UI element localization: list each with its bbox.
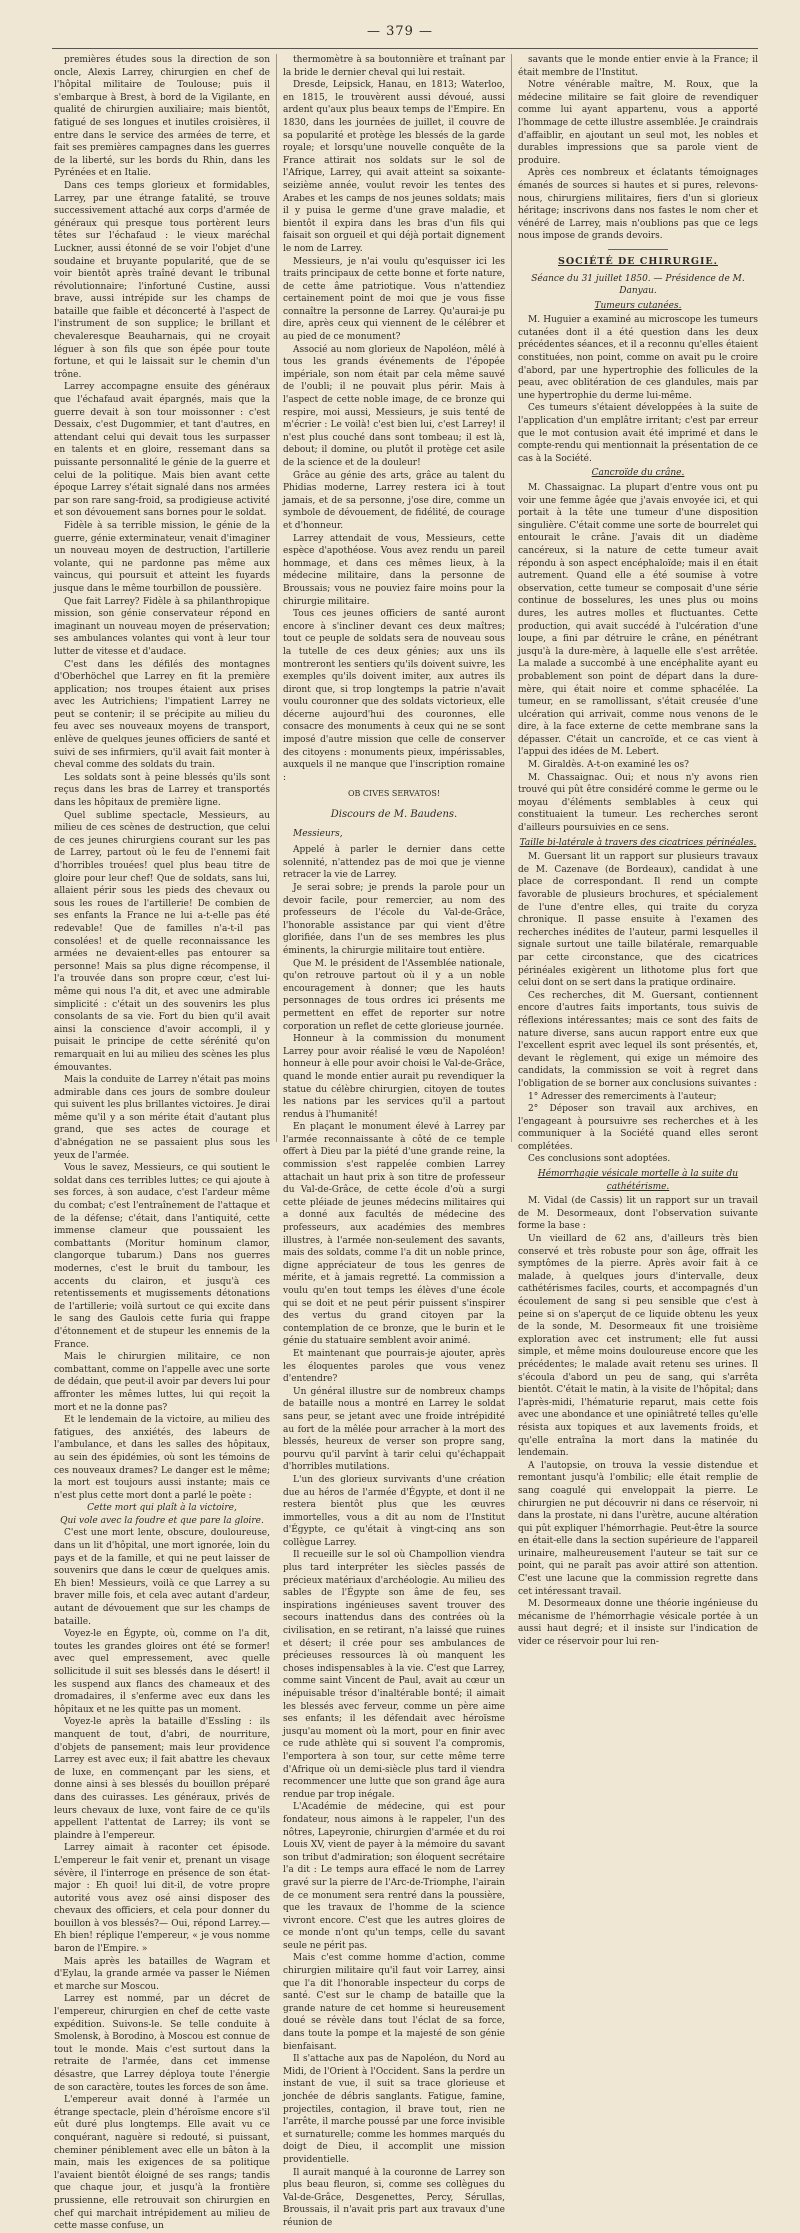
header-rule: [52, 48, 758, 49]
paragraph: Et maintenant que pourrais-je ajouter, après les éloquentes paroles que vous venez d'entendre?: [283, 1348, 505, 1385]
paragraph: Je serai sobre; je prends la parole pour un devoir facile, pour remercier, au nom des professeurs de l'école du Val-de-Grâce, l'honorable assistance par qui vient d'être glorifiée, dans l'un de ses membres les plus éminents, la chirurgie militaire tout entière.: [283, 883, 505, 956]
paragraph: Mais c'est comme homme d'action, comme chirurgien militaire qu'il faut voir Larrey, ainsi que l'a dit l'honorable inspecteur du corps de santé. C'est sur le champ de bataille que la grande nature de cet homme si heureusement doué se révèle dans tout l'éclat de sa force, dans toute la pompe et la majesté de son génie bienfaisant.: [283, 1953, 505, 2052]
paragraph: Que M. le président de l'Assemblée nationale, qu'on retrouve partout où il y a un noble encouragement à donner; que les hauts personnages de tous ordres ici présents me permettent en effet de reporter sur notre corporation un reflet de cette glorieuse journée.: [283, 958, 505, 1032]
paragraph: Appelé à parler le dernier dans cette solennité, n'attendez pas de moi que je vienne retracer la vie de Larrey.: [283, 845, 505, 881]
paragraph: En plaçant le monument élevé à Larrey par l'armée reconnaissante à côté de ce temple offert à Dieu par la piété d'une grande reine, la commission s'est rappelée combien Larrey attachait un haut prix à son titre de professeur du Val-de-Grâce, de cette école d'où a surgi cette pléiade de jeunes médecins militaires qui a donné aux facultés de médecine des professeurs, aux académies des membres illustres, à l'armée non-seulement des savants, mais des soldats, comme l'a dit un noble prince, digne appréciateur de tous les genres de mérite, et à jamais regretté. La commission a voulu qu'en tout temps les élèves d'une école qui se doit et ne peut périr puissent s'inspirer des vertus du grand citoyen par la contemplation de ce bronze, que le burin et le génie du statuaire semblent avoir animé.: [283, 1122, 505, 1347]
paragraph: thermomètre à sa boutonnière et traînant par la bride le dernier cheval qui lui restait.: [283, 55, 505, 78]
paragraph: Larrey attendait de vous, Messieurs, cette espèce d'apothéose. Vous avez rendu un pareil hommage, et dans ces mêmes lieux, à la médecine militaire, dans la personne de Broussais; vous ne pouviez faire moins pour la chirurgie militaire.: [283, 533, 505, 607]
paragraph: L'un des glorieux survivants d'une création due au héros de l'armée d'Égypte, et dont il ne restera bientôt plus que les œuvres immortelles, vous a dit au nom de l'Institut d'Égypte, ce qu'était à vingt-cinq ans son collègue Larrey.: [283, 1474, 505, 1548]
section-heading: Tumeurs cutanées.: [594, 300, 682, 311]
paragraph: Mais après les batailles de Wagram et d'Eylau, la grande armée va passer le Niémen et marche sur Moscou.: [54, 1956, 270, 1992]
paragraph: Grâce au génie des arts, grâce au talent du Phidias moderne, Larrey restera ici à tout jamais, et de sa personne, j'ose dire, comme un symbole de dévouement, de fidélité, de courage et d'honneur.: [283, 470, 505, 531]
paragraph: Honneur à la commission du monument Larrey pour avoir réalisé le vœu de Napoléon! honneur à elle pour avoir choisi le Val-de-Grâce, quand le monde entier aurait pu revendiquer la statue du célèbre chirurgien, citoyen de toutes les nations par les services qu'il a partout rendus à l'humanité!: [283, 1034, 505, 1120]
section-heading: Hémorrhagie vésicale mortelle à la suite du cathétérisme.: [537, 1169, 739, 1192]
paragraph: Les soldats sont à peine blessés qu'ils sont reçus dans les bras de Larrey et transportés dans les hôpitaux de première ligne.: [54, 772, 270, 809]
paragraph: Mais la conduite de Larrey n'était pas moins admirable dans ces jours de sombre douleur qui suivent les plus brillantes victoires. Je dirai même qu'il y a son mérite était d'autant plus grand, que ses actes de courage et d'abnégation ne se passaient plus sous les yeux de l'armée.: [54, 1075, 270, 1161]
column-divider: [511, 54, 512, 1142]
paragraph: M. Guersant lit un rapport sur plusieurs travaux de M. Cazenave (de Bordeaux), candidat à une place de correspondant. Il rend un compte favorable de plusieurs brochures, et spécialement de l'une d'entre elles, qui traite du coryza chronique. Il passe ensuite à l'examen des recherches inédites de l'auteur, parmi lesquelles il signale surtout une taille bilatérale, remarquable par cette circonstance, que des cicatrices périnéales exigèrent un lithotome plus fort que celui dont on se sert dans la pratique ordinaire.: [518, 852, 758, 989]
paragraph: Discours de M. Baudens.: [330, 809, 458, 821]
paragraph: Fidèle à sa terrible mission, le génie de la guerre, génie exterminateur, venait d'imaginer un nouveau moyen de destruction, l'artillerie volante, qui ne pardonne pas même aux vaincus, qui poursuit et atteint les fuyards jusque dans le même tourbillon de poussière.: [54, 520, 270, 594]
paragraph: Associé au nom glorieux de Napoléon, mêlé à tous les grands événements de l'épopée impériale, son nom était par cela même sauvé de l'oubli; il ne pouvait plus périr. Mais à l'aspect de cette noble image, de ce bronze qui respire, moi aussi, Messieurs, je suis tenté de m'écrier : Le voilà! c'est bien lui, c'est Larrey! il n'est plus couché dans sont tombeau; il est là, debout; il domine, ou plutôt il protège cet asile de la science et de la douleur!: [283, 344, 505, 468]
paragraph: A l'autopsie, on trouva la vessie distendue et remontant jusqu'à l'ombilic; elle était remplie de sang coagulé qui enveloppait la pierre. Le chirurgien ne put découvrir ni dans ce réservoir, ni dans la prostate, ni dans l'urètre, aucune altération qui pût expliquer l'hémorrhagie. Peut-être la source en était-elle dans la section supérieure de l'appareil urinaire, malheureusement l'auteur se tait sur ce point, qui ne paraît pas avoir attiré son attention. C'est une lacune que la commission regrette dans cet intéressant travail.: [518, 1460, 758, 1597]
paragraph: L'Académie de médecine, qui est pour fondateur, nous aimons à le rappeler, l'un des nôtres, Lapeyronie, chirurgien d'armée et du roi Louis XV, vient de payer à la mémoire du savant son tribut d'admiration; son éloquent secrétaire l'a dit : Le temps aura effacé le nom de Larrey gravé sur la pierre de l'Arc-de-Triomphe, l'airain de ce monument sera rentré dans la poussière, que les travaux de l'homme de la science vivront encore. C'est que les autres gloires de ce monde n'ont qu'un temps, celle du savant seule ne périt pas.: [283, 1802, 505, 1951]
paragraph: Larrey aimait à raconter cet épisode. L'empereur le fait venir et, prenant un visage sévère, il l'interroge en présence de son état-major : Eh quoi! lui dit-il, de votre propre autorité vous avez osé ainsi disposer des chevaux des officiers, et cela pour donner du bouillon à vos blessés?— Oui, répond Larrey.— Eh bien! réplique l'empereur, « je vous nomme baron de l'Empire. »: [54, 1843, 270, 1955]
paragraph: Dresde, Leipsick, Hanau, en 1813; Waterloo, en 1815, le trouvèrent aussi dévoué, aussi ardent qu'aux plus beaux temps de l'Empire. En 1830, dans les journées de juillet, il couvre de sa popularité et protège les blessés de la garde royale; et lorsqu'une nouvelle conquête de la France attirait nos soldats sur le sol de l'Afrique, Larrey, qui avait atteint sa soixante-seizième année, voulut revoir les tentes des Arabes et les camps de nos jeunes soldats; mais il y puisa le germe d'une grave maladie, et bientôt il expira dans les bras d'un fils qui faisait son orgueil et qui déjà portait dignement le nom de Larrey.: [283, 80, 505, 254]
society-sections: [518, 300, 758, 1649]
page-number: — 379 —: [366, 24, 434, 39]
paragraph: Messieurs,: [293, 828, 343, 839]
paragraph: Qui vole avec la foudre et que pare la gloire.: [60, 1515, 264, 1526]
paragraph: premières études sous la direction de son oncle, Alexis Larrey, chirurgien en chef de l'hôpital militaire de Toulouse; puis il s'embarque à Brest, à bord de la Vigilante, en qualité de chirurgien auxiliaire; mais bientôt, fatigué de ses longues et inutiles croisières, il entre dans le service des armées de terre, et fait ses premières campagnes dans les guerres de la liberté, sur les bords du Rhin, dans les Pyrénées et en Italie.: [54, 55, 270, 179]
paragraph: L'empereur avait donné à l'armée un étrange spectacle, plein d'héroïsme encore s'il eût duré plus longtemps. Elle avait vu ce conquérant, naguère si redouté, si puissant, cheminer péniblement avec elle un bâton à la main, mais les exigences de sa politique l'avaient bientôt éloigné de ses rangs; tandis que chaque jour, et jusqu'à la frontière prussienne, elle retrouvait son chirurgien en chef qui marchait intrépidement au milieu de cette masse confuse, un: [54, 2095, 270, 2232]
paragraph: C'est dans les défilés des montagnes d'Oberhöchel que Larrey en fit la première application; nos troupes étaient aux prises avec les Autrichiens; l'impatient Larrey ne peut se contenir; il se précipite au milieu du feu avec ses nouveaux moyens de transport, enlève de quelques jeunes officiers de santé et suivi de ses infirmiers, qu'il avait fait monter à cheval comme des soldats du train.: [54, 659, 270, 771]
society-title: SOCIÉTÉ DE CHIRURGIE.: [558, 255, 718, 267]
paragraph: M. Chassaignac. Oui; et nous n'y avons rien trouvé qui pût être considéré comme le germe ou le moyau d'éléments semblables à ceux qui constituaient la tumeur. Les recherches seront d'ailleurs poursuivies en ce sens.: [518, 772, 758, 834]
seance-line: Séance du 31 juillet 1850. — Présidence de M. Danyau.: [531, 273, 745, 297]
column-divider: [276, 54, 277, 1142]
paragraph: Il recueille sur le sol où Champollion viendra plus tard interpréter les siècles passés de précieux matériaux d'archéologie. Au milieu des sables de l'Égypte son âme de feu, ses inspirations ingénieuses savent trouver des secours inattendus dans des contrées où la civilisation, en se retirant, n'a laissé que ruines et désert; il crée pour ses ambulances de précieuses ressources là où manquent les choses indispensables à la vie. C'est que Larrey, comme saint Vincent de Paul, avait au cœur un inépuisable trésor d'inaltérable bonté; il aimait les blessés avec ferveur, comme un père aime ses enfants; il les défendait avec héroïsme jusqu'au moment où la mort, pour en finir avec ce rude athlète qui si souvent l'a compromis, l'emportera à son tour, sur cette même terre d'Afrique où un demi-siècle plus tard il viendra recommencer une lutte que son grand âge aura rendue par trop inégale.: [283, 1550, 505, 1800]
paragraph: Vous le savez, Messieurs, ce qui soutient le soldat dans ces terribles luttes; ce qui ajoute à ses forces, à son audace, c'est l'ardeur même du combat; c'est l'entraînement de l'attaque et de la défense; c'était, dans l'antiquité, cette immense clameur que poussaient les combattants (Moritur hominum clamor, clangorque tubarum.) Dans nos guerres modernes, c'est le bruit du tambour, les accents du clairon, et jusqu'à ces retentissements et mugissements détonations de l'artillerie; voilà surtout ce qui excite dans le sang des Gaulois cette furia qui frappe d'étonnement et de stupeur les ennemis de la France.: [54, 1163, 270, 1350]
paragraph: Voyez-le en Égypte, où, comme on l'a dit, toutes les grandes gloires ont été se former! avec quel empressement, avec quelle sollicitude il suit ses blessés dans le désert! il les suspend aux flancs des chameaux et des dromadaires, il s'enferme avec eux dans les hôpitaux et ne les quitte pas un moment.: [54, 1629, 270, 1715]
paragraph: Voyez-le après la bataille d'Essling : ils manquent de tout, d'abri, de nourriture, d'objets de pansement; mais leur providence Larrey est avec eux; il fait abattre les chevaux de luxe, en commençant par les siens, et donne ainsi à ses blessés du bouillon préparé dans des cuirasses. Les généraux, privés de leurs chevaux de luxe, vont faire de ce qu'ils appellent l'attentat de Larrey; ils vont se plaindre à l'empereur.: [54, 1717, 270, 1841]
paragraph: Dans ces temps glorieux et formidables, Larrey, par une étrange fatalité, se trouve successivement attaché aux corps d'armée de généraux qui presque tous portèrent leurs têtes sur l'échafaud : le vieux maréchal Luckner, aussi étonné de se voir l'objet d'une soudaine et bruyante popularité, que de se voir bientôt après traîné devant le tribunal révolutionnaire; l'infortuné Custine, aussi brave, aussi intrépide sur les champs de bataille que faible et déconcerté à l'aspect de l'instrument de son supplice; le brillant et chevaleresque Beauharnais, qui ne croyait léguer à son fils que son épée pour toute fortune, et qui le laissait sur le chemin d'un trône.: [54, 180, 270, 380]
paragraph: Un général illustre sur de nombreux champs de bataille nous a montré en Larrey le soldat sans peur, se jetant avec une froide intrépidité au fort de la mêlée pour arracher à la mort des blessés, heureux de verser son propre sang, pourvu qu'il parvînt à tarir celui qu'échappait d'horribles mutilations.: [283, 1386, 505, 1473]
paragraph: M. Vidal (de Cassis) lit un rapport sur un travail de M. Desormeaux, dont l'observation suivante forme la base :: [518, 1196, 758, 1232]
column-3: [518, 54, 758, 1648]
paragraph: Tous ces jeunes officiers de santé auront encore à s'incliner devant ces deux maîtres; tout ce peuple de soldats sera de nouveau sous la tutelle de ces deux génies; aux uns ils montreront les sentiers qu'ils doivent suivre, les exemples qu'ils doivent imiter, aux autres ils diront que, si trop longtemps la patrie n'avait voulu couronner que des soldats victorieux, elle décerne aujourd'hui des couronnes, elle consacre des monuments à ceux qui ne se sont imposé d'autre mission que celle de conserver des citoyens : monuments pieux, impérissables, auxquels il ne manque que l'inscription romaine :: [283, 609, 505, 783]
paragraph: M. Desormeaux donne une théorie ingénieuse du mécanisme de l'hémorrhagie vésicale portée à un aussi haut degré; et il insiste sur l'indication de vider ce réservoir pour lui ren-: [518, 1599, 758, 1648]
paragraph: Que fait Larrey? Fidèle à sa philanthropique mission, son génie conservateur répond en imaginant un nouveau moyen de préservation; ses ambulances volantes qui vont à leur tour lutter de vitesse et d'audace.: [54, 596, 270, 657]
section-heading: Cancroïde du crâne.: [591, 468, 685, 479]
paragraph: C'est une mort lente, obscure, douloureuse, dans un lit d'hôpital, une mort ignorée, loin du pays et de la famille, et qui ne peut laisser de souvenirs que dans le cœur de quelques amis. Eh bien! Messieurs, voilà ce que Larrey a su braver mille fois, et cela avec autant d'ardeur, autant de dévouement que sur les champs de bataille.: [54, 1528, 270, 1627]
paragraph: Il s'attache aux pas de Napoléon, du Nord au Midi, de l'Orient à l'Occident. Sans la perdre un instant de vue, il suit sa trace glorieuse et jonchée de débris sanglants. Fatigue, famine, projectiles, contagion, il brave tout, rien ne l'arrête, il marche poussé par une force invisible et surnaturelle; comme les hommes marqués du doigt de Dieu, il accomplit une mission providentielle.: [283, 2054, 506, 2165]
paragraph: Larrey est nommé, par un décret de l'empereur, chirurgien en chef de cette vaste expédition. Suivons-le. Se telle conduite à Smolensk, à Borodino, à Moscou est connue de tout le monde. Mais c'est surtout dans la retraite de l'armée, dans cet immense désastre, que Larrey déploya toute l'énergie de son caractère, toutes les forces de son âme.: [54, 1994, 270, 2093]
column-2: [283, 54, 506, 2228]
paragraph: Mais le chirurgien militaire, ce non combattant, comme on l'appelle avec une sorte de dédain, que peut-il avoir par devers lui pour affronter les mêmes luttes, lui qui reçoit la mort et ne la donne pas?: [54, 1352, 270, 1413]
paragraph: Après ces nombreux et éclatants témoignages émanés de sources si hautes et si pures, relevons-nous, chirurgiens militaires, fiers d'un si glorieux héritage; inscrivons dans nos fastes le nom cher et vénéré de Larrey, mais n'oublions pas que ce legs nous impose de grands devoirs.: [518, 168, 758, 242]
paragraph: Ces recherches, dit M. Guersant, contiennent encore d'autres faits importants, tous suivis de réflexions intéressantes; mais ce sont des faits de nature diverse, sans aucun rapport entre eux que l'excellent esprit avec lequel ils sont présentés, et, devant le règlement, qui exige un mémoire des candidats, la commission se voit à regret dans l'obligation de se borner aux conclusions suivantes :: [518, 990, 758, 1089]
column-3-continued-text: [518, 54, 758, 243]
section-heading: Taille bi-latérale à travers des cicatrices périnéales.: [519, 837, 757, 848]
paragraph: Un vieillard de 62 ans, d'ailleurs très bien conservé et très robuste pour son âge, offrait les symptômes de la pierre. Après avoir fait à ce malade, à quelques jours d'intervalle, deux cathétérismes faciles, courts, et accompagnés d'un écoulement de sang si peu sensible que c'est à peine si on s'aperçut de ce liquide obtenu les yeux de la sonde, M. Desormeaux fit une troisième exploration avec cet instrument; elle fut aussi simple, et même moins douloureuse encore que les précédentes; le malade avait retenu ses urines. Il s'écoula d'abord un peu de sang, qui s'arrêta bientôt. C'était le matin, à la visite de l'hôpital; dans l'après-midi, l'hématurie reparut, mais cette fois avec une abondance et une opiniâtreté telles qu'elle résista aux topiques et aux lavements froids, et qu'elle entraîna la mort dans la matinée du lendemain.: [518, 1234, 758, 1459]
section-divider: [608, 249, 668, 250]
paragraph: Ces conclusions sont adoptées.: [528, 1154, 671, 1165]
column-1: [54, 54, 270, 2232]
paragraph: Larrey accompagne ensuite des généraux que l'échafaud avait épargnés, mais que la guerre devait à son tour moissonner : c'est Dessaix, c'est Dugommier, et tant d'autres, en attendant celui qui devait tous les surpasser en talents et en gloire, ressemant dans sa puissante personnalité le génie de la guerre et celui de la politique. Mais bien avant cette époque Larrey s'était signalé dans nos armées par son rare sang-froid, sa prodigieuse activité et son dévouement sans bornes pour le soldat.: [54, 382, 270, 519]
paragraph: M. Giraldès. A-t-on examiné les os?: [528, 760, 689, 771]
paragraph: Et le lendemain de la victoire, au milieu des fatigues, des anxiétés, des labeurs de l'ambulance, et dans les salles des hôpitaux, au sein des épidémies, où sont les témoins de ces nouveaux drames? Le danger est le même; la mort est toujours aussi instante; mais ce n'est plus cette mort dont a parlé le poète :: [54, 1415, 270, 1501]
paragraph: Notre vénérable maître, M. Roux, que la médecine militaire se fait gloire de revendiquer comme lui ayant appartenu, vous a apporté l'hommage de cette illustre assemblée. Je craindrais d'affaiblir, en ajoutant un seul mot, les nobles et durables impressions que sa parole vient de produire.: [518, 80, 758, 166]
paragraph: savants que le monde entier envie à la France; il était membre de l'Institut.: [518, 55, 758, 78]
paragraph: Il aurait manqué à la couronne de Larrey son plus beau fleuron, si, comme ses collègues du Val-de-Grâce, Desgenettes, Percy, Sérullas, Broussais, il n'avait pris part aux travaux d'une réunion de: [283, 2167, 505, 2228]
paragraph: 1° Adresser des remerciments à l'auteur;: [528, 1091, 717, 1102]
paragraph: Ces tumeurs s'étaient développées à la suite de l'application d'un emplâtre irritant; c'est par erreur que le mot contusion avait été imprimé et dans le compte-rendu qui mentionnait la présentation de ce cas à la Société.: [518, 403, 758, 464]
paragraph: 2° Déposer son travail aux archives, en l'engageant à poursuivre ses recherches et à les communiquer à la Société quand elles seront complétées.: [518, 1104, 758, 1152]
paragraph: M. Chassaignac. La plupart d'entre vous ont pu voir une femme âgée que j'avais envoyée ici, et qui portait à la tête une tumeur d'une disposition singulière. C'était comme une sorte de bourrelet qui entourait le crâne. J'avais dit un diadème cancéreux, si la nature de cette tumeur avait répondu à son aspect encéphaloïde; mais il en était autrement. Quand elle a été soumise à votre observation, cette tumeur se composait d'une série continue de bosselures, les unes plus ou moins dures, les autres molles et fluctuantes. Cette production, qui avait succédé à l'ulcération d'une loupe, a fini par détruire le crâne, en pénétrant jusqu'à la dure-mère, à laquelle elle s'est arrêtée. La malade a succombé à une encéphalite ayant eu probablement son point de départ dans la dure-mère, qui était noire et comme sphacélée. La tumeur, en se ramollissant, s'était creusée d'une ulcération qui arrivait, comme nous venons de le dire, à la face externe de cette membrane sans la dépasser. C'était un cancroïde, et ce cas vient à l'appui des idées de M. Lebert.: [518, 483, 758, 758]
paragraph: M. Huguier a examiné au microscope les tumeurs cutanées dont il a été question dans les deux précédentes séances, et il a reconnu qu'elles étaient constituées, non point, comme on avait pu le croire d'abord, par une hypertrophie des follicules de la peau, avec oblitération de ces glandules, mais par une hypertrophie du derme lui-même.: [518, 315, 758, 401]
paragraph: OB CIVES SERVATOS!: [347, 789, 441, 799]
paragraph: Quel sublime spectacle, Messieurs, au milieu de ces scènes de destruction, que celui de ces jeunes chirurgiens courant sur les pas de Larrey, partout où le feu de l'ennemi fait d'horribles trouées! quel plus beau titre de gloire pour leur chef! Que de soldats, sans lui, allaient périr sous les pieds des chevaux ou sous les roues de l'artillerie! De combien de ses enfants la France ne lui a-t-elle pas été redevable! Que de familles n'a-t-il pas consolées! et de quelle reconnaissance les armées ne devaient-elles pas entourer sa personne! Mais sa plus digne récompense, il l'a trouvée dans son propre cœur, c'est lui-même qui nous l'a dit, et avec une admirable simplicité : c'était un des souvenirs les plus consolants de sa vie. Fort du bien qu'il avait ainsi la conscience d'avoir accompli, il y puisait le principe de cette sérénité qu'on remarquait en lui au milieu des scènes les plus émouvantes.: [54, 810, 270, 1073]
paragraph: Cette mort qui plaît à la victoire,: [87, 1503, 237, 1514]
paragraph: Messieurs, je n'ai voulu qu'esquisser ici les traits principaux de cette bonne et forte nature, de cette âme patriotique. Vous n'attendiez certainement point de moi que je vous fisse connaître la personne de Larrey. Qu'aurai-je pu dire, après ceux qui viennent de le célébrer et au pied de ce monument?: [283, 256, 505, 343]
